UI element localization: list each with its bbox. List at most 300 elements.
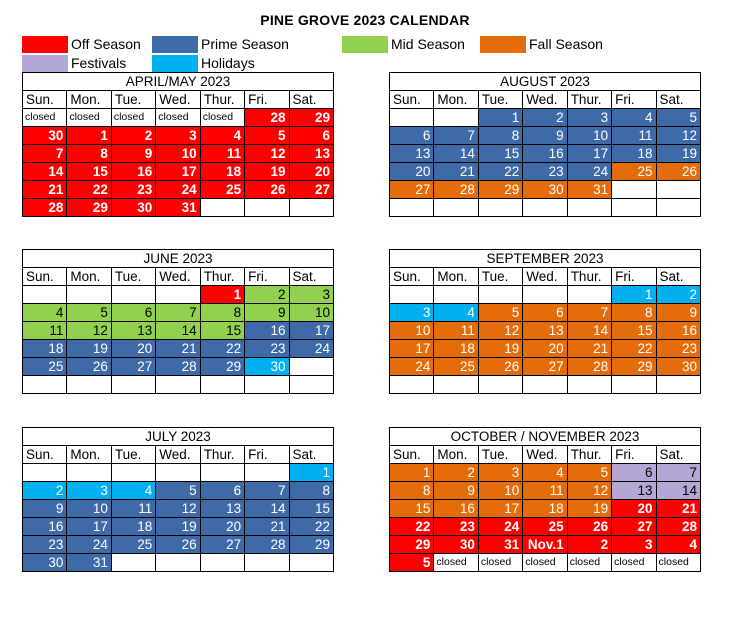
day-cell [656,181,700,199]
day-cell: 27 [289,181,333,199]
day-cell: 8 [390,482,434,500]
weekday-header: Sat. [289,446,333,464]
weekday-header: Thur. [200,446,244,464]
weekday-header: Thur. [200,91,244,109]
weekday-header: Mon. [67,91,111,109]
day-cell: 8 [67,145,111,163]
day-cell: 2 [245,286,289,304]
weekday-header: Sat. [656,91,700,109]
week-row [390,340,701,358]
day-cell: 1 [612,286,656,304]
month-title: OCTOBER / NOVEMBER 2023 [390,428,701,446]
day-cell: 3 [156,127,200,145]
day-cell: 4 [523,464,567,482]
weekday-header: Wed. [523,91,567,109]
day-cell: 1 [200,286,244,304]
day-cell: 30 [523,181,567,199]
week-row [23,199,334,217]
weekday-header: Sun. [23,268,67,286]
weekday-header: Tue. [111,268,155,286]
day-cell: 17 [390,340,434,358]
day-cell [67,376,111,394]
day-cell: 10 [67,500,111,518]
day-cell: 4 [23,304,67,322]
day-cell [289,199,333,217]
month-calendar [22,72,334,217]
day-cell: 17 [156,163,200,181]
legend-swatch [480,36,526,53]
closed-cell: closed [23,109,67,127]
week-row [23,145,334,163]
day-cell [390,376,434,394]
day-cell: 4 [200,127,244,145]
day-cell: 12 [478,322,522,340]
day-cell: 24 [478,518,522,536]
day-cell: Nov.1 [523,536,567,554]
day-cell: 3 [390,304,434,322]
day-cell: 31 [67,554,111,572]
day-cell: 30 [111,199,155,217]
day-cell: 30 [434,536,478,554]
weekday-header: Fri. [245,91,289,109]
day-cell [567,376,611,394]
day-cell: 26 [567,518,611,536]
weekday-header: Wed. [156,91,200,109]
month-title: JUNE 2023 [23,250,334,268]
day-cell: 7 [245,482,289,500]
day-cell: 7 [23,145,67,163]
day-cell: 25 [523,518,567,536]
closed-cell: closed [656,554,700,572]
day-cell: 18 [434,340,478,358]
day-cell [656,376,700,394]
day-cell: 6 [200,482,244,500]
day-cell [156,464,200,482]
day-cell: 16 [245,322,289,340]
day-cell: 5 [245,127,289,145]
day-cell: 10 [567,127,611,145]
day-cell: 12 [567,482,611,500]
week-row [390,322,701,340]
day-cell [289,554,333,572]
weekday-header: Tue. [111,91,155,109]
day-cell: 1 [478,109,522,127]
day-cell: 13 [289,145,333,163]
day-cell: 6 [111,304,155,322]
week-row [390,127,701,145]
month-title: AUGUST 2023 [390,73,701,91]
day-cell: 20 [523,340,567,358]
day-cell: 21 [156,340,200,358]
day-cell: 23 [523,163,567,181]
day-cell [567,199,611,217]
day-cell: 1 [67,127,111,145]
day-cell: 13 [200,500,244,518]
weekday-header: Wed. [156,446,200,464]
closed-cell: closed [67,109,111,127]
day-cell: 9 [245,304,289,322]
weekday-header: Tue. [111,446,155,464]
day-cell: 13 [390,145,434,163]
day-cell: 28 [23,199,67,217]
day-cell: 14 [567,322,611,340]
week-row [390,199,701,217]
week-row [390,109,701,127]
day-cell: 17 [567,145,611,163]
weekday-header: Wed. [156,268,200,286]
week-row [23,500,334,518]
day-cell: 10 [289,304,333,322]
weekday-header: Sat. [289,91,333,109]
day-cell: 30 [656,358,700,376]
day-cell: 14 [23,163,67,181]
day-cell: 26 [67,358,111,376]
day-cell [156,554,200,572]
weekday-header: Sun. [390,91,434,109]
month-title: SEPTEMBER 2023 [390,250,701,268]
day-cell: 1 [289,464,333,482]
week-row [390,554,701,572]
week-row [23,536,334,554]
day-cell: 17 [289,322,333,340]
day-cell: 14 [245,500,289,518]
week-row [23,464,334,482]
day-cell: 16 [23,518,67,536]
day-cell: 15 [289,500,333,518]
day-cell: 22 [200,340,244,358]
day-cell: 2 [23,482,67,500]
page-title: PINE GROVE 2023 CALENDAR [260,12,470,28]
day-cell [523,286,567,304]
weekday-header: Mon. [67,446,111,464]
day-cell [245,464,289,482]
day-cell: 20 [289,163,333,181]
closed-cell: closed [567,554,611,572]
day-cell: 19 [478,340,522,358]
day-cell: 10 [478,482,522,500]
day-cell: 9 [23,500,67,518]
day-cell: 7 [567,304,611,322]
day-cell [612,199,656,217]
day-cell: 5 [67,304,111,322]
legend-item [480,34,603,54]
day-cell: 29 [612,358,656,376]
day-cell: 19 [156,518,200,536]
weekday-header: Thur. [567,446,611,464]
day-cell: 25 [23,358,67,376]
day-cell: 30 [23,554,67,572]
weekday-header: Mon. [434,446,478,464]
day-cell: 7 [656,464,700,482]
weekday-header: Fri. [612,268,656,286]
day-cell: 19 [567,500,611,518]
day-cell: 8 [289,482,333,500]
week-row [23,127,334,145]
day-cell: 20 [390,163,434,181]
day-cell: 21 [245,518,289,536]
day-cell: 8 [478,127,522,145]
day-cell: 23 [111,181,155,199]
week-row [23,304,334,322]
weekday-header: Thur. [200,268,244,286]
day-cell: 29 [67,199,111,217]
day-cell [67,286,111,304]
day-cell: 13 [111,322,155,340]
weekday-header: Thur. [567,268,611,286]
legend-swatch [152,36,198,53]
day-cell [23,464,67,482]
legend-label: Off Season [71,36,141,52]
weekday-header: Wed. [523,268,567,286]
day-cell: 5 [156,482,200,500]
week-row [390,518,701,536]
week-row [23,109,334,127]
week-row [390,376,701,394]
day-cell: 25 [200,181,244,199]
legend-item [152,53,255,73]
day-cell: 16 [434,500,478,518]
legend-item [22,34,141,54]
day-cell: 23 [434,518,478,536]
day-cell: 20 [612,500,656,518]
day-cell: 30 [245,358,289,376]
month-title: APRIL/MAY 2023 [23,73,334,91]
week-row [390,181,701,199]
day-cell [23,286,67,304]
day-cell: 2 [567,536,611,554]
day-cell: 21 [656,500,700,518]
day-cell: 2 [656,286,700,304]
day-cell: 17 [478,500,522,518]
day-cell: 21 [23,181,67,199]
day-cell: 15 [478,145,522,163]
weekday-header: Sun. [23,91,67,109]
day-cell: 12 [245,145,289,163]
month-calendar [389,72,701,217]
day-cell [67,464,111,482]
day-cell: 6 [289,127,333,145]
day-cell [434,286,478,304]
day-cell: 18 [23,340,67,358]
weekday-header: Sat. [289,268,333,286]
day-cell [245,199,289,217]
day-cell [390,286,434,304]
month-calendar [22,427,334,572]
day-cell: 6 [390,127,434,145]
day-cell: 27 [200,536,244,554]
day-cell: 15 [390,500,434,518]
weekday-header: Sat. [656,268,700,286]
legend-item [22,53,126,73]
legend-item [152,34,289,54]
day-cell: 12 [67,322,111,340]
week-row [390,304,701,322]
day-cell: 4 [612,109,656,127]
day-cell: 26 [478,358,522,376]
day-cell [111,464,155,482]
closed-cell: closed [156,109,200,127]
day-cell: 25 [434,358,478,376]
weekday-header: Mon. [434,268,478,286]
day-cell: 18 [612,145,656,163]
day-cell [478,286,522,304]
day-cell [567,286,611,304]
day-cell [156,286,200,304]
weekday-header: Fri. [245,446,289,464]
day-cell [200,376,244,394]
weekday-header: Wed. [523,446,567,464]
legend-swatch [22,55,68,72]
day-cell [156,376,200,394]
day-cell: 29 [390,536,434,554]
day-cell: 9 [523,127,567,145]
day-cell: 24 [567,163,611,181]
day-cell: 11 [200,145,244,163]
day-cell: 18 [111,518,155,536]
weekday-header: Sat. [656,446,700,464]
day-cell: 6 [612,464,656,482]
day-cell [478,376,522,394]
closed-cell: closed [111,109,155,127]
week-row [390,536,701,554]
day-cell: 8 [200,304,244,322]
day-cell: 28 [434,181,478,199]
day-cell: 24 [289,340,333,358]
day-cell: 14 [156,322,200,340]
week-row [23,376,334,394]
day-cell: 21 [434,163,478,181]
week-row [23,286,334,304]
day-cell [478,199,522,217]
day-cell [390,109,434,127]
week-row [23,482,334,500]
day-cell: 16 [523,145,567,163]
legend-label: Holidays [201,55,255,71]
day-cell: 26 [156,536,200,554]
day-cell: 22 [289,518,333,536]
week-row [23,518,334,536]
day-cell: 28 [245,536,289,554]
day-cell: 13 [612,482,656,500]
day-cell [200,554,244,572]
week-row [23,322,334,340]
weekday-header: Sun. [390,268,434,286]
day-cell: 20 [200,518,244,536]
day-cell: 22 [390,518,434,536]
day-cell: 9 [656,304,700,322]
day-cell: 19 [67,340,111,358]
closed-cell: closed [523,554,567,572]
day-cell: 11 [434,322,478,340]
day-cell: 22 [67,181,111,199]
day-cell: 3 [567,109,611,127]
day-cell [245,376,289,394]
day-cell: 26 [245,181,289,199]
day-cell: 10 [390,322,434,340]
month-calendar [389,427,701,572]
day-cell: 2 [434,464,478,482]
day-cell [523,199,567,217]
day-cell: 11 [523,482,567,500]
day-cell [23,376,67,394]
legend-swatch [342,36,388,53]
day-cell: 13 [523,322,567,340]
day-cell: 31 [567,181,611,199]
day-cell: 24 [156,181,200,199]
week-row [390,358,701,376]
closed-cell: closed [478,554,522,572]
day-cell: 19 [656,145,700,163]
day-cell: 3 [289,286,333,304]
day-cell: 2 [111,127,155,145]
day-cell [390,199,434,217]
day-cell: 28 [567,358,611,376]
week-row [390,145,701,163]
legend-swatch [22,36,68,53]
day-cell: 27 [111,358,155,376]
day-cell: 26 [656,163,700,181]
legend-swatch [152,55,198,72]
legend-label: Festivals [71,55,127,71]
day-cell [656,199,700,217]
day-cell: 29 [200,358,244,376]
weekday-header: Fri. [612,91,656,109]
weekday-header: Fri. [245,268,289,286]
weekday-header: Mon. [67,268,111,286]
month-calendar [389,249,701,394]
day-cell [200,464,244,482]
day-cell: 29 [289,536,333,554]
day-cell: 3 [612,536,656,554]
day-cell: 28 [245,109,289,127]
day-cell: 15 [612,322,656,340]
day-cell: 15 [200,322,244,340]
closed-cell: closed [200,109,244,127]
week-row [390,500,701,518]
week-row [23,340,334,358]
day-cell: 29 [289,109,333,127]
day-cell: 25 [612,163,656,181]
day-cell: 24 [67,536,111,554]
day-cell: 28 [156,358,200,376]
day-cell: 23 [23,536,67,554]
day-cell: 3 [478,464,522,482]
day-cell: 7 [434,127,478,145]
day-cell: 9 [434,482,478,500]
month-title: JULY 2023 [23,428,334,446]
day-cell: 23 [656,340,700,358]
week-row [390,464,701,482]
day-cell: 23 [245,340,289,358]
day-cell: 9 [111,145,155,163]
day-cell: 11 [23,322,67,340]
day-cell: 5 [390,554,434,572]
day-cell: 29 [478,181,522,199]
day-cell: 27 [612,518,656,536]
week-row [390,482,701,500]
day-cell [111,554,155,572]
day-cell: 27 [523,358,567,376]
day-cell [245,554,289,572]
day-cell [612,181,656,199]
day-cell: 31 [156,199,200,217]
day-cell [612,376,656,394]
day-cell: 31 [478,536,522,554]
weekday-header: Mon. [434,91,478,109]
day-cell [111,376,155,394]
legend-label: Mid Season [391,36,465,52]
day-cell: 28 [656,518,700,536]
